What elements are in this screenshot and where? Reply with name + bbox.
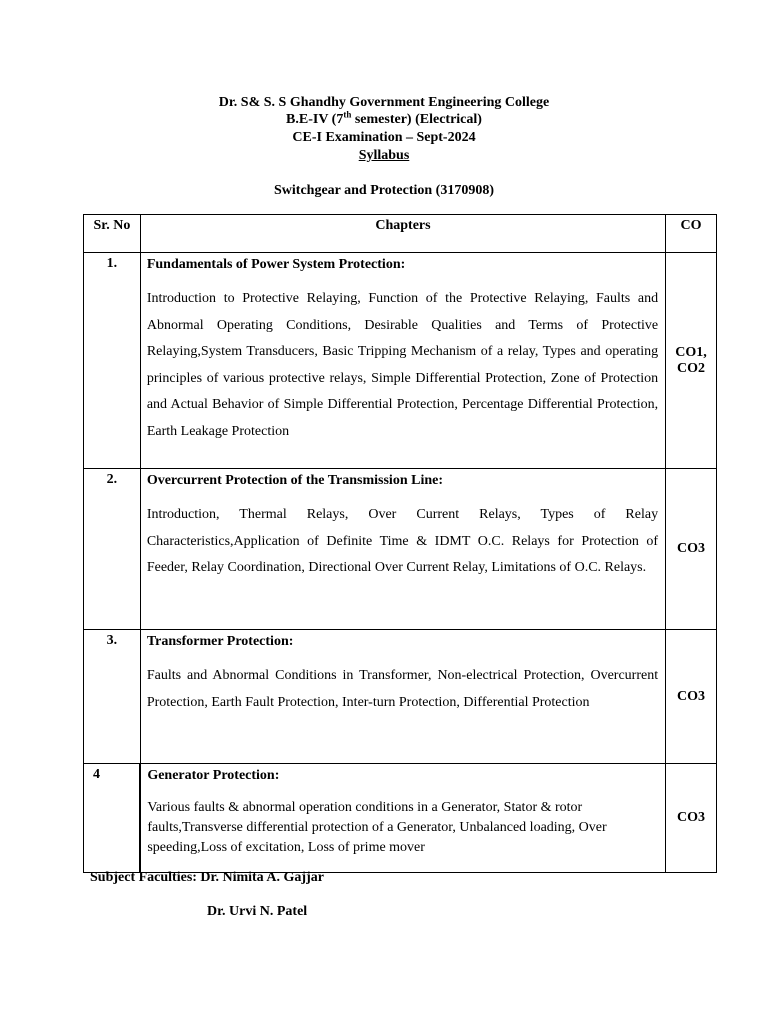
subject-faculty-primary: Subject Faculties: Dr. Nimita A. Gajjar [90, 870, 324, 885]
syllabus-heading: Syllabus [358, 148, 410, 163]
table-row [84, 630, 717, 764]
co-cell [666, 253, 717, 469]
subject-title: Switchgear and Protection (3170908) [274, 183, 494, 198]
chapter-body: Faults and Abnormal Conditions in Transformer, Non-electrical Protection, Overcurrent Protection, Earth Fault Protection, Inter-turn Protection, Differential Protection [146, 668, 659, 710]
chapter-title: Generator Protection: [147, 768, 280, 783]
chapter-cell [140, 764, 665, 873]
subject-faculty-secondary: Dr. Urvi N. Patel [207, 904, 308, 919]
header-chapters: Chapters [140, 215, 665, 253]
chapter-body: Introduction to Protective Relaying, Function of the Protective Relaying, Faults and Abnormal Operating Conditions, Desirable Qualities and Terms of Protective Relaying,System Transducers, Basic Tripping Mechanism of a relay, Types and operating principles of various protective relays, Simple Differential Protection, Zone of Protection and Actual Behavior of Simple Differential Protection, Percentage Differential Protection, Earth Leakage Protection [146, 291, 659, 439]
co-cell: CO3 [666, 469, 717, 630]
table-header-row [84, 215, 717, 253]
table-row [84, 764, 717, 873]
course-prefix: B.E-IV (7 [286, 112, 344, 127]
chapter-body: Introduction, Thermal Relays, Over Current Relays, Types of Relay Characteristics,Application of Definite Time & IDMT O.C. Relays for Protection of Feeder, Relay Coordination, Directional Over Current Relay, Limitations of O.C. Relays. [146, 507, 659, 576]
co-cell: CO3 [666, 630, 717, 764]
chapter-body: Various faults & abnormal operation conditions in a Generator, Stator & rotor faults,Transverse differential protection of a Generator, Unbalanced loading, Over speeding,Loss of excitation, Loss of prime mover [147, 800, 607, 855]
table-row [84, 253, 717, 469]
header-co: CO [666, 215, 717, 253]
co-label: CO2 [677, 360, 706, 376]
exam-title: CE-I Examination – Sept-2024 [292, 130, 476, 145]
table-row [84, 469, 717, 630]
chapter-title: Overcurrent Protection of the Transmission Line: [146, 473, 444, 488]
row-number: 1. [84, 253, 141, 469]
row-number: 3. [84, 630, 141, 764]
chapter-title: Transformer Protection: [146, 634, 294, 649]
co-label: CO1, [675, 344, 707, 360]
chapter-cell [140, 253, 665, 469]
chapter-cell [140, 469, 665, 630]
co-cell: CO3 [666, 764, 717, 873]
course-superscript: th [343, 109, 352, 120]
college-name: Dr. S& S. S Ghandhy Government Engineering College [218, 95, 550, 110]
course-suffix: semester) (Electrical) [351, 112, 482, 127]
row-number: 2. [84, 469, 141, 630]
row-number: 4 [84, 764, 141, 873]
syllabus-table [83, 214, 717, 873]
header-sr-no: Sr. No [84, 215, 141, 253]
course-line [0, 109, 768, 128]
chapter-title: Fundamentals of Power System Protection: [146, 257, 406, 272]
chapter-cell [140, 630, 665, 764]
